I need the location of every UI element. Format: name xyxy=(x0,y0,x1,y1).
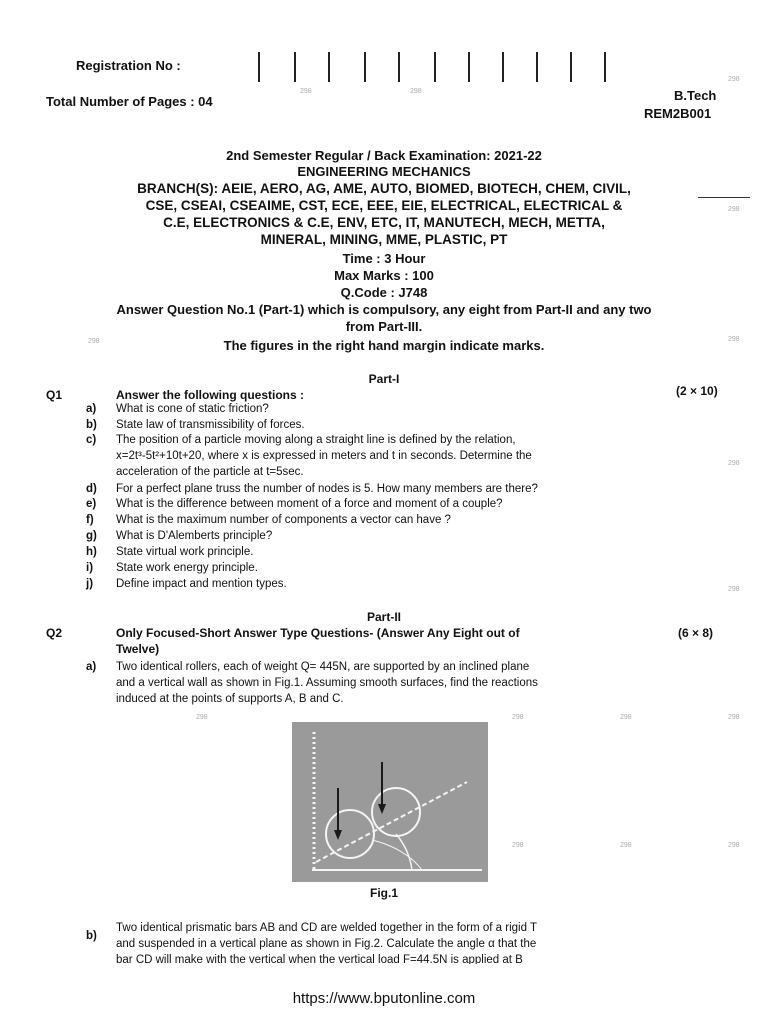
question-text: and a vertical wall as shown in Fig.1. Assuming smooth surfaces, find the reactions xyxy=(116,677,538,689)
question-label: c) xyxy=(86,434,97,446)
registration-label: Registration No : xyxy=(76,58,181,73)
watermark: 298 xyxy=(300,88,312,95)
question-number: Q1 xyxy=(46,388,63,402)
question-text: State law of transmissibility of forces. xyxy=(116,419,305,431)
question-text: State virtual work principle. xyxy=(116,546,254,558)
question-text: What is the maximum number of components a vector can have ? xyxy=(116,514,451,526)
question-label: f) xyxy=(86,514,94,526)
question-label: j) xyxy=(86,578,94,590)
question-heading: Twelve) xyxy=(116,642,160,656)
watermark: 298 xyxy=(728,586,740,593)
question-text: What is the difference between moment of a force and moment of a couple? xyxy=(116,498,503,510)
footer-url[interactable]: https://www.bputonline.com xyxy=(292,990,476,1007)
question-label: a) xyxy=(86,661,97,673)
watermark: 298 xyxy=(728,714,740,721)
branches-line: CSE, CSEAI, CSEAIME, CST, ECE, EEE, EIE, ELECTRICAL, ELECTRICAL & xyxy=(145,198,623,213)
watermark: 298 xyxy=(728,336,740,343)
instruction-line: from Part-III. xyxy=(345,319,423,334)
instruction-line: The figures in the right hand margin indicate marks. xyxy=(223,338,545,353)
watermark: 298 xyxy=(410,88,422,95)
question-label: d) xyxy=(86,483,97,495)
question-marks: (6 × 8) xyxy=(678,626,714,640)
part-1-title: Part-I xyxy=(368,372,400,386)
watermark: 298 xyxy=(620,842,632,849)
question-text: and suspended in a vertical plane as shown in Fig.2. Calculate the angle α that the xyxy=(116,938,537,950)
question-label: i) xyxy=(86,562,94,574)
question-text: What is cone of static friction? xyxy=(116,403,269,415)
total-pages: Total Number of Pages : 04 xyxy=(46,94,213,109)
question-heading: Answer the following questions : xyxy=(116,388,305,402)
max-marks: Max Marks : 100 xyxy=(334,268,434,283)
question-label: h) xyxy=(86,546,97,558)
question-text: What is D'Alemberts principle? xyxy=(116,530,273,542)
question-heading: Only Focused-Short Answer Type Questions- (Answer Any Eight out of xyxy=(116,626,520,640)
question-code: Q.Code : J748 xyxy=(340,285,428,300)
question-text: State work energy principle. xyxy=(116,562,258,574)
figure-1-caption: Fig.1 xyxy=(369,886,398,900)
branches-line: C.E, ELECTRONICS & C.E, ENV, ETC, IT, MANUTECH, MECH, METTA, xyxy=(163,215,605,230)
watermark: 298 xyxy=(512,842,524,849)
watermark: 298 xyxy=(88,338,100,345)
watermark: 298 xyxy=(728,206,740,213)
branches-line: BRANCH(S): AEIE, AERO, AG, AME, AUTO, BIOMED, BIOTECH, CHEM, CIVIL, xyxy=(137,181,631,196)
watermark: 298 xyxy=(196,714,208,721)
watermark: 298 xyxy=(728,842,740,849)
exam-time: Time : 3 Hour xyxy=(342,251,426,266)
question-text: Two identical rollers, each of weight Q= 445N, are supported by an inclined plane xyxy=(116,661,530,673)
question-text: The position of a particle moving along a straight line is defined by the relation, xyxy=(116,434,516,446)
semester-line: 2nd Semester Regular / Back Examination: 2021-22 xyxy=(226,148,542,163)
branches-line: MINERAL, MINING, MME, PLASTIC, PT xyxy=(260,232,508,247)
question-marks: (2 × 10) xyxy=(676,384,718,398)
watermark: 298 xyxy=(512,714,524,721)
question-text: Define impact and mention types. xyxy=(116,578,287,590)
programme-label: B.Tech xyxy=(674,88,717,103)
watermark: 298 xyxy=(728,460,740,467)
part-2-title: Part-II xyxy=(366,610,401,624)
question-label: b) xyxy=(86,419,97,431)
question-text: induced at the points of supports A, B and C. xyxy=(116,693,344,705)
question-label: b) xyxy=(86,930,97,942)
question-label: g) xyxy=(86,530,97,542)
subject-title: ENGINEERING MECHANICS xyxy=(297,164,471,179)
figure-1-image xyxy=(292,722,488,882)
question-text: For a perfect plane truss the number of nodes is 5. How many members are there? xyxy=(116,483,538,495)
question-text: acceleration of the particle at t=5sec. xyxy=(116,466,304,478)
watermark: 298 xyxy=(620,714,632,721)
question-number: Q2 xyxy=(46,626,63,640)
question-text: bar CD will make with the vertical when the vertical load F=44.5N is applied at B xyxy=(116,954,523,964)
question-text: x=2t³-5t²+10t+20, where x is expressed in meters and t in seconds. Determine the xyxy=(116,450,532,462)
question-text: Two identical prismatic bars AB and CD are welded together in the form of a rigid T xyxy=(116,922,538,934)
figure-1-drawing xyxy=(292,722,488,882)
question-label: e) xyxy=(86,498,97,510)
question-label: a) xyxy=(86,403,97,415)
watermark: 298 xyxy=(728,76,740,83)
instruction-line: Answer Question No.1 (Part-1) which is compulsory, any eight from Part-II and any two xyxy=(116,302,652,317)
paper-code: REM2B001 xyxy=(644,106,712,121)
